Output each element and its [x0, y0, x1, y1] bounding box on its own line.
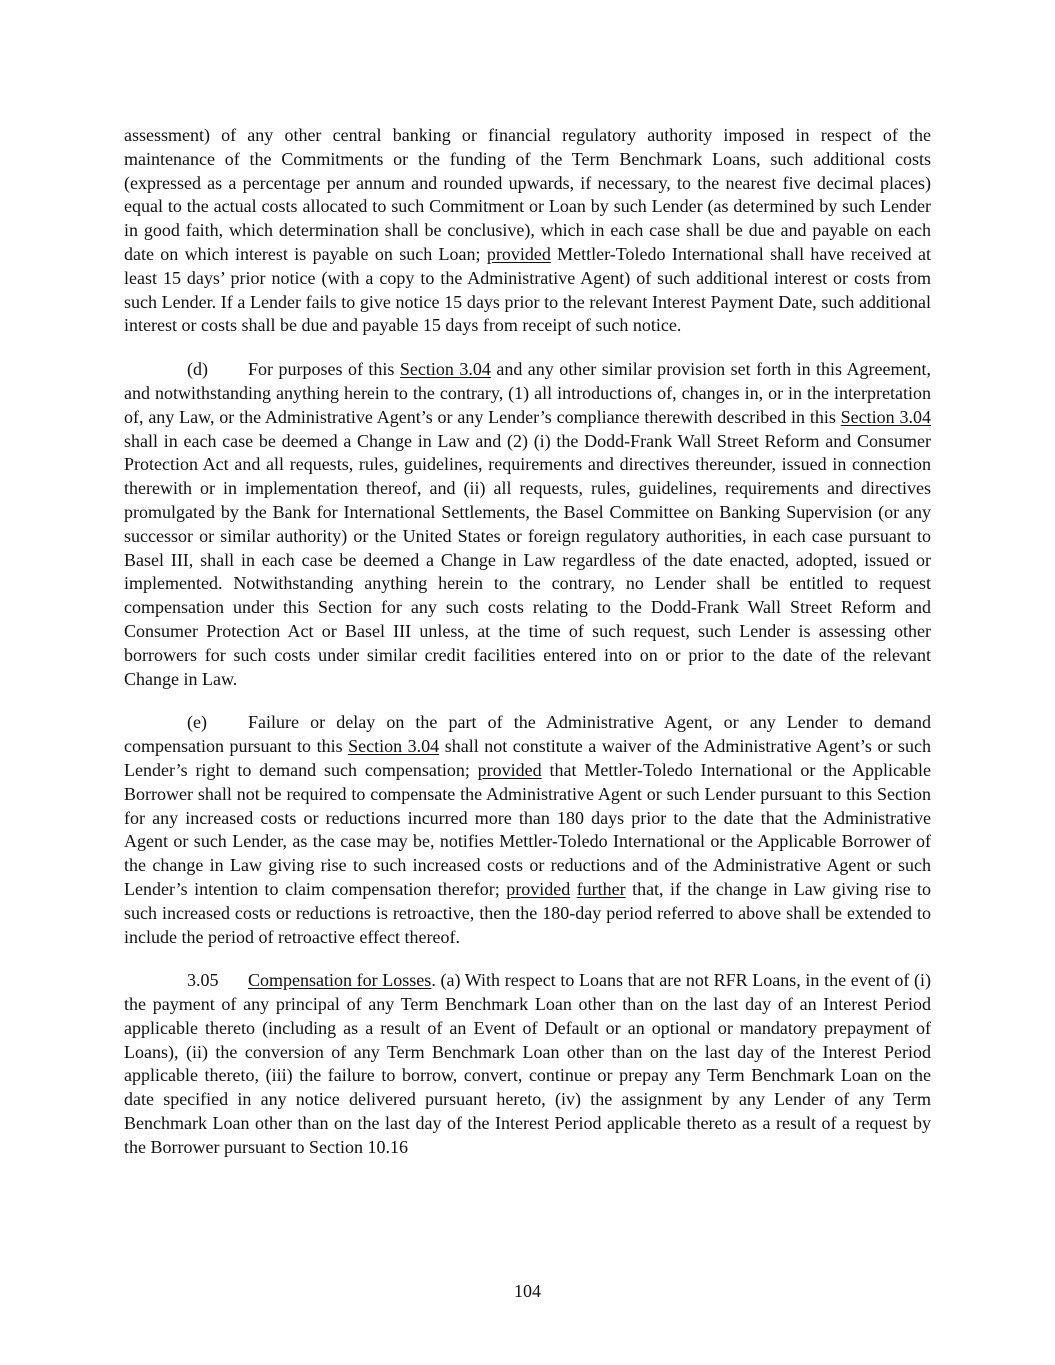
paragraph-text: Failure or delay on the part of the Administrative Agent, or any Lender to demand compensation pursuant to this: [124, 712, 931, 757]
section-reference: Section 3.04: [348, 736, 440, 757]
paragraph-text: . (a) With respect to Loans that are not RFR Loans, in the event of (i) the payment of any principal of any Term Benchmark Loan other than on the last day of an Interest Period applicable thereto (including as a result of an Event of Default or an optional or mandatory prepayment of Loans), (ii) the conversion of any Term Benchmark Loan other than on the last day of the Interest Period applicable thereto, (iii) the failure to borrow, convert, continue or prepay any Term Benchmark Loan on the date specified in any notice delivered pursuant hereto, (iv) the assignment by any Lender of any Term Benchmark Loan other than on the last day of the Interest Period applicable thereto as a result of a request by the Borrower pursuant to Section 10.16: [124, 970, 932, 1157]
section-3-05: [124, 969, 931, 1159]
further-term: further: [576, 878, 626, 899]
paragraph-text: shall not constitute a waiver of the Administrative Agent’s or such Lender’s right to demand such compensation;: [124, 736, 931, 780]
document-page: [124, 124, 931, 1180]
paragraph-continuation: [124, 124, 931, 338]
section-reference: Section 3.04: [399, 359, 491, 380]
paragraph-text: For purposes of this: [248, 359, 400, 380]
provided-term: provided: [506, 878, 571, 899]
provided-term: provided: [486, 243, 551, 264]
paragraph-text: and any other similar provision set forth in this Agreement, and notwithstanding anything herein to the contrary, (1) all introductions of, changes in, or in the interpretation of, any Law, or the Administrative Agent’s or any Lender’s compliance therewith described in this: [124, 359, 931, 427]
paragraph-e: [124, 711, 931, 949]
section-heading: Compensation for Losses: [248, 970, 432, 991]
paragraph-text: that Mettler-Toledo International or the Applicable Borrower shall not be required to compensate the Administrative Agent or such Lender pursuant to this Section for any increased costs or reductions incurred more than 180 days prior to the date that the Administrative Agent or such Lender, as the case may be, notifies Mettler-Toledo International or the Applicable Borrower of the change in Law giving rise to such increased costs or reductions and of the Administrative Agent or such Lender’s intention to claim compensation therefor;: [124, 759, 931, 899]
paragraph-text: shall in each case be deemed a Change in Law and (2) (i) the Dodd-Frank Wall Street Reform and Consumer Protection Act and all requests, rules, guidelines, requirements and directives thereunder, issued in connection therewith or in implementation thereof, and (ii) all requests, rules, guidelines, requirements and directives promulgated by the Bank for International Settlements, the Basel Committee on Banking Supervision (or any successor or similar authority) or the United States or foreign regulatory authorities, in each case pursuant to Basel III, shall in each case be deemed a Change in Law regardless of the date enacted, adopted, issued or implemented. Notwithstanding anything herein to the contrary, no Lender shall be entitled to request compensation under this Section for any such costs relating to the Dodd-Frank Wall Street Reform and Consumer Protection Act or Basel III unless, at the time of such request, such Lender is assessing other borrowers for such costs under similar credit facilities entered into on or prior to the date of the relevant Change in Law.: [124, 430, 931, 689]
section-reference: Section 3.04: [840, 406, 931, 427]
clause-label: (e): [187, 712, 207, 733]
paragraph-text: assessment) of any other central banking or financial regulatory authority imposed in respect of the maintenance of the Commitments or the funding of the Term Benchmark Loans, such additional costs (expressed as a percentage per annum and rounded upwards, if necessary, to the nearest five decimal places) equal to the actual costs allocated to such Commitment or Loan by such Lender (as determined by such Lender in good faith, which determination shall be conclusive), which in each case shall be due and payable on each date on which interest is payable on such Loan;: [124, 125, 931, 264]
paragraph-text: that, if the change in Law giving rise to such increased costs or reductions is retroactive, then the 180-day period referred to above shall be extended to include the period of retroactive effect thereof.: [124, 878, 932, 947]
clause-label: (d): [187, 359, 208, 380]
provided-term: provided: [477, 759, 542, 780]
paragraph-text: Mettler-Toledo International shall have received at least 15 days’ prior notice (with a copy to the Administrative Agent) of such additional interest or costs from such Lender. If a Lender fails to give notice 15 days prior to the relevant Interest Payment Date, such additional interest or costs shall be due and payable 15 days from receipt of such notice.: [124, 243, 931, 336]
section-number: 3.05: [187, 970, 219, 991]
paragraph-d: [124, 358, 931, 691]
page-number: 104: [514, 1281, 541, 1301]
